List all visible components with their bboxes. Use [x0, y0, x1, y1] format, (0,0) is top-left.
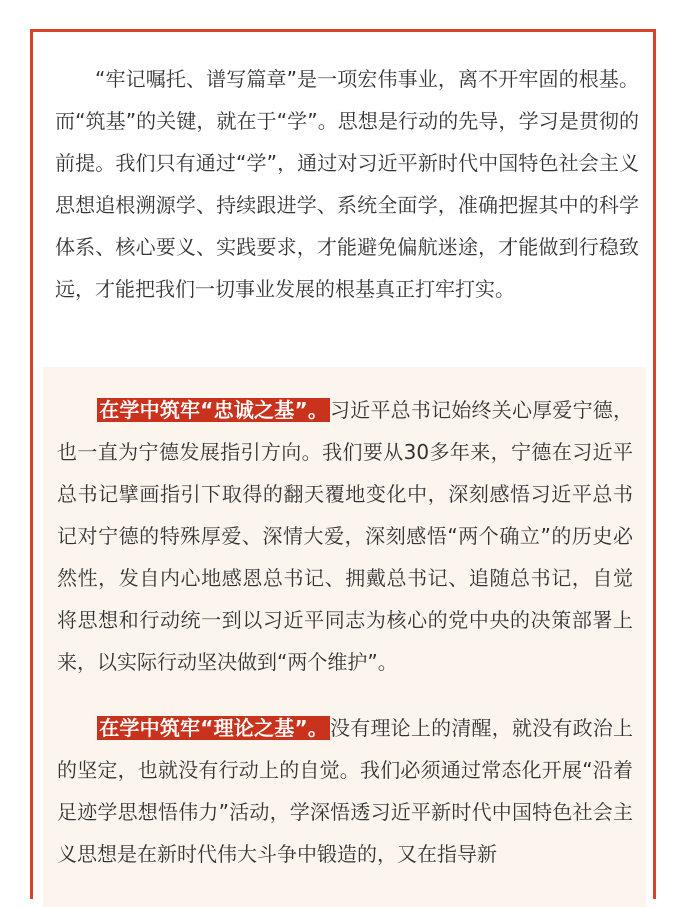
section-heading-theory: 在学中筑牢“理论之基”。: [99, 716, 329, 740]
section-paragraph-theory: [57, 707, 633, 875]
section-body-loyalty: 习近平总书记始终关心厚爱宁德，也一直为宁德发展指引方向。我们要从30多年来，宁德在习近平总书记擘画指引下取得的翻天覆地变化中，深刻感悟习近平总书记对宁德的特殊厚爱、深情大爱，深刻感悟“两个确立”的历史必然性，发自内心地感恩总书记、拥戴总书记、追随总书记，自觉将思想和行动统一到以习近平同志为核心的党中央的决策部署上来，以实际行动坚决做到“两个维护”。: [57, 398, 634, 674]
section-body-theory: 没有理论上的清醒，就没有政治上的坚定，也就没有行动上的自觉。我们必须通过常态化开展“沿着足迹学思想悟伟力”活动，学深悟透习近平新时代中国特色社会主义思想是在新时代伟大斗争中锻造的，又在指导新: [57, 716, 634, 866]
highlight-panel: [43, 367, 646, 907]
intro-paragraph: [55, 58, 639, 310]
article-frame: [30, 29, 656, 899]
section-heading-loyalty: 在学中筑牢“忠诚之基”。: [99, 398, 329, 422]
intro-text: “牢记嘱托、谱写篇章”是一项宏伟事业，离不开牢固的根基。而“筑基”的关键，就在于“学”。思想是行动的先导，学习是贯彻的前提。我们只有通过“学”，通过对习近平新时代中国特色社会主义思想追根溯源学、持续跟进学、系统全面学，准确把握其中的科学体系、核心要义、实践要求，才能避免偏航迷途，才能做到行稳致远，才能把我们一切事业发展的根基真正打牢打实。: [55, 67, 639, 301]
section-paragraph-loyalty: [57, 389, 633, 683]
